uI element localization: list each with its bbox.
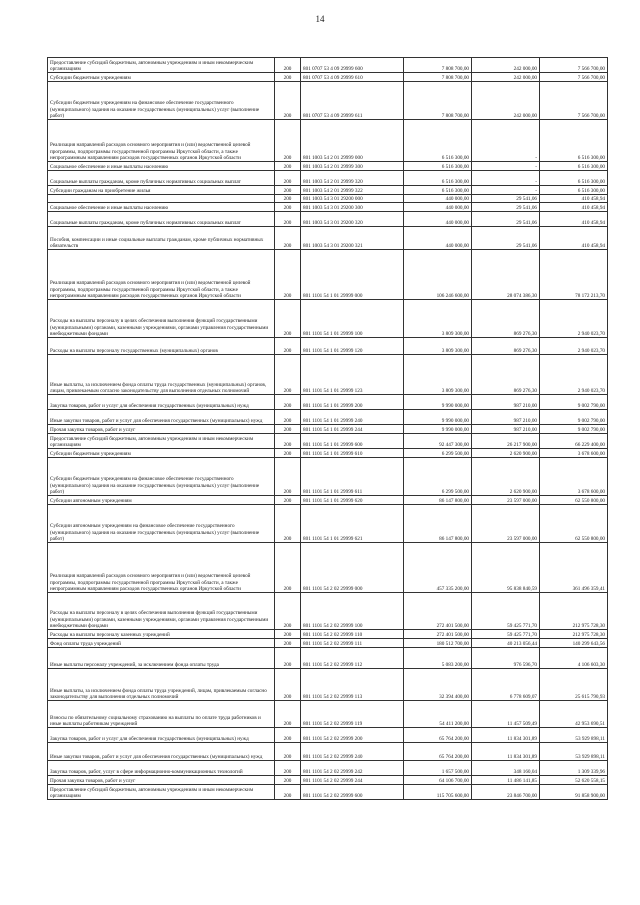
row-group-cell: 200 <box>275 701 301 728</box>
row-remainder-cell: 6 516 300,00 <box>540 171 608 186</box>
row-approved-cell: 9 990 000,00 <box>404 425 472 434</box>
row-remainder-cell: 361 496 359,41 <box>540 543 608 593</box>
row-executed-cell: 23 846 700,00 <box>472 785 540 800</box>
row-remainder-cell: 3 678 600,00 <box>540 449 608 458</box>
row-name-cell: Субсидии автономным учреждениям на финансовое обеспечение государственного (муниципального) задания на оказание государственных (муниципальных) услуг (выполнение работ) <box>48 505 275 543</box>
row-approved-cell: 106 246 600,00 <box>404 250 472 300</box>
row-code-cell: 801 1003 54 2 01 29999 322 <box>301 186 404 195</box>
row-name-cell: Субсидии гражданам на приобретение жилья <box>48 186 275 195</box>
table-row <box>48 410 608 425</box>
row-executed-cell: 11 457 509,49 <box>472 701 540 728</box>
row-approved-cell: 9 990 000,00 <box>404 395 472 410</box>
row-executed-cell: - <box>472 171 540 186</box>
row-executed-cell: 40 213 056,44 <box>472 639 540 648</box>
table-row <box>48 761 608 776</box>
row-group-cell: 200 <box>275 73 301 82</box>
table-row <box>48 82 608 120</box>
row-name-cell: Расходы на выплаты персоналу в целях обеспечения выполнения функций государственными (муниципальными) органами, казенными учреждениями, органами управления государственными внебюджетными фондами <box>48 593 275 630</box>
row-group-cell: 200 <box>275 449 301 458</box>
row-name-cell: Расходы на выплаты персоналу государственных (муниципальных) органов <box>48 338 275 355</box>
row-approved-cell: 7 808 700,00 <box>404 73 472 82</box>
row-remainder-cell: 53 929 898,11 <box>540 728 608 743</box>
table-row <box>48 449 608 458</box>
table-row <box>48 58 608 73</box>
table-row <box>48 425 608 434</box>
row-name-cell: Реализация направлений расходов основного мероприятия и (или) ведомственной целевой программы, подпрограммы государственной программы Иркутской области, а также непрограммным направлениям расходов государственных органов Иркутской области <box>48 543 275 593</box>
row-name-cell: Закупка товаров, работ, услуг в сфере информационно-коммуникационных технологий <box>48 761 275 776</box>
row-remainder-cell: 62 550 800,00 <box>540 505 608 543</box>
row-name-cell: Предоставление субсидий бюджетным, автономным учреждениям и иным некоммерческим организациям <box>48 58 275 73</box>
row-approved-cell: 9 990 000,00 <box>404 410 472 425</box>
row-remainder-cell: 1 309 339,96 <box>540 761 608 776</box>
table-row <box>48 203 608 212</box>
table-row <box>48 593 608 630</box>
row-remainder-cell: 7 566 700,00 <box>540 58 608 73</box>
row-code-cell: 801 1101 54 2 02 29999 100 <box>301 593 404 630</box>
row-executed-cell: 29 541,06 <box>472 203 540 212</box>
row-approved-cell: 64 106 700,00 <box>404 776 472 785</box>
row-code-cell: 801 1003 54 2 01 29999 300 <box>301 162 404 171</box>
table-row <box>48 648 608 669</box>
row-code-cell: 801 1003 54 3 01 29200 300 <box>301 203 404 212</box>
table-row <box>48 171 608 186</box>
row-executed-cell: 28 074 386,30 <box>472 250 540 300</box>
row-group-cell: 200 <box>275 630 301 639</box>
row-code-cell: 801 1101 54 2 02 29999 200 <box>301 728 404 743</box>
row-executed-cell: 242 000,00 <box>472 58 540 73</box>
row-executed-cell: 2 620 900,00 <box>472 449 540 458</box>
row-code-cell: 801 1101 54 2 02 29999 000 <box>301 543 404 593</box>
row-name-cell: Закупка товаров, работ и услуг для обеспечения государственных (муниципальных) нужд <box>48 728 275 743</box>
row-group-cell: 200 <box>275 639 301 648</box>
row-executed-cell: 29 541,06 <box>472 227 540 250</box>
table-row <box>48 250 608 300</box>
row-group-cell: 200 <box>275 212 301 227</box>
table-row <box>48 300 608 338</box>
table-row <box>48 195 608 203</box>
row-remainder-cell: 410 458,94 <box>540 227 608 250</box>
row-code-cell: 801 1101 54 1 01 29999 621 <box>301 505 404 543</box>
row-group-cell: 200 <box>275 82 301 120</box>
table-row <box>48 212 608 227</box>
row-code-cell: 801 1101 54 2 02 29999 242 <box>301 761 404 776</box>
row-remainder-cell: 6 516 300,00 <box>540 162 608 171</box>
row-group-cell: 200 <box>275 648 301 669</box>
row-group-cell: 200 <box>275 728 301 743</box>
row-executed-cell: 6 778 609,07 <box>472 669 540 701</box>
row-approved-cell: 180 512 700,00 <box>404 639 472 648</box>
row-code-cell: 801 1101 54 1 01 29999 244 <box>301 425 404 434</box>
row-name-cell: Закупка товаров, работ и услуг для обеспечения государственных (муниципальных) нужд <box>48 395 275 410</box>
table-row <box>48 355 608 395</box>
table-row <box>48 186 608 195</box>
row-remainder-cell: 7 566 700,00 <box>540 82 608 120</box>
row-executed-cell: 29 541,06 <box>472 212 540 227</box>
row-group-cell: 200 <box>275 496 301 505</box>
row-executed-cell: 11 486 141,85 <box>472 776 540 785</box>
row-executed-cell: 348 160,04 <box>472 761 540 776</box>
row-code-cell: 801 1003 54 3 01 29200 321 <box>301 227 404 250</box>
row-group-cell: 200 <box>275 162 301 171</box>
row-executed-cell: 987 210,00 <box>472 425 540 434</box>
row-group-cell: 200 <box>275 300 301 338</box>
row-approved-cell: 457 335 200,00 <box>404 543 472 593</box>
row-group-cell: 200 <box>275 250 301 300</box>
row-remainder-cell: 6 516 300,00 <box>540 120 608 162</box>
row-executed-cell: 59 425 771,70 <box>472 593 540 630</box>
row-executed-cell: 11 834 301,89 <box>472 743 540 761</box>
row-name-cell: Социальное обеспечение и иные выплаты населению <box>48 203 275 212</box>
row-remainder-cell: 9 002 790,00 <box>540 410 608 425</box>
table-row <box>48 639 608 648</box>
row-group-cell: 200 <box>275 58 301 73</box>
row-group-cell: 200 <box>275 195 301 203</box>
row-name-cell: Субсидии бюджетным учреждениям на финансовое обеспечение государственного (муниципального) задания на оказание государственных (муниципальных) услуг (выполнение работ) <box>48 458 275 496</box>
row-code-cell: 801 1003 54 3 01 29200 320 <box>301 212 404 227</box>
row-name-cell: Иные закупки товаров, работ и услуг для обеспечения государственных (муниципальных) нужд <box>48 410 275 425</box>
page-number: 14 <box>315 14 325 24</box>
row-code-cell: 801 1101 54 2 02 29999 240 <box>301 743 404 761</box>
row-group-cell: 200 <box>275 410 301 425</box>
row-executed-cell: 23 597 000,00 <box>472 505 540 543</box>
table-row <box>48 505 608 543</box>
row-group-cell: 200 <box>275 171 301 186</box>
table-row <box>48 669 608 701</box>
row-code-cell: 801 1101 54 1 01 29999 600 <box>301 434 404 449</box>
row-name-cell: Прочая закупка товаров, работ и услуг <box>48 776 275 785</box>
row-approved-cell: 272 401 500,00 <box>404 630 472 639</box>
row-remainder-cell: 3 678 600,00 <box>540 458 608 496</box>
row-approved-cell: 6 299 500,00 <box>404 449 472 458</box>
row-executed-cell: 23 597 000,00 <box>472 496 540 505</box>
row-approved-cell: 65 764 200,00 <box>404 743 472 761</box>
row-approved-cell: 6 299 500,00 <box>404 458 472 496</box>
row-group-cell: 200 <box>275 505 301 543</box>
budget-execution-table <box>47 57 608 800</box>
row-remainder-cell: 212 975 728,30 <box>540 630 608 639</box>
row-approved-cell: 272 401 500,00 <box>404 593 472 630</box>
row-executed-cell: 59 425 771,70 <box>472 630 540 639</box>
table-row <box>48 496 608 505</box>
row-group-cell: 200 <box>275 785 301 800</box>
table-row <box>48 120 608 162</box>
row-executed-cell: 242 000,00 <box>472 82 540 120</box>
row-name-cell: Субсидии бюджетным учреждениям на финансовое обеспечение государственного (муниципального) задания на оказание государственных (муниципальных) услуг (выполнение работ) <box>48 82 275 120</box>
row-executed-cell: 976 596,70 <box>472 648 540 669</box>
row-code-cell: 801 1101 54 1 01 29999 000 <box>301 250 404 300</box>
row-remainder-cell: 42 953 690,51 <box>540 701 608 728</box>
row-approved-cell: 5 083 200,00 <box>404 648 472 669</box>
row-code-cell: 801 1101 54 1 01 29999 620 <box>301 496 404 505</box>
row-code-cell: 801 1101 54 1 01 29999 240 <box>301 410 404 425</box>
row-remainder-cell: 52 620 558,15 <box>540 776 608 785</box>
row-approved-cell: 1 657 500,00 <box>404 761 472 776</box>
row-code-cell: 801 1101 54 1 01 29999 120 <box>301 338 404 355</box>
row-remainder-cell: 25 615 790,93 <box>540 669 608 701</box>
row-approved-cell: 440 000,00 <box>404 212 472 227</box>
row-group-cell: 200 <box>275 669 301 701</box>
row-name-cell: Субсидии бюджетным учреждениям <box>48 449 275 458</box>
row-approved-cell: 3 809 300,00 <box>404 300 472 338</box>
row-code-cell: 801 1101 54 2 02 29999 600 <box>301 785 404 800</box>
row-name-cell: Иные выплаты персоналу учреждений, за исключением фонда оплаты труда <box>48 648 275 669</box>
row-executed-cell: 26 217 900,00 <box>472 434 540 449</box>
row-code-cell: 801 1003 54 3 01 29200 000 <box>301 195 404 203</box>
row-approved-cell: 54 411 200,00 <box>404 701 472 728</box>
row-group-cell: 200 <box>275 543 301 593</box>
row-executed-cell: 95 838 840,59 <box>472 543 540 593</box>
row-executed-cell: 11 834 301,89 <box>472 728 540 743</box>
row-remainder-cell: 9 002 790,00 <box>540 395 608 410</box>
row-name-cell: Иные выплаты, за исключением фонда оплаты труда государственных (муниципальных) органов, лицам, привлекаемым согласно законодательству для выполнения отдельных полномочий <box>48 355 275 395</box>
row-code-cell: 801 1101 54 1 01 29999 123 <box>301 355 404 395</box>
row-approved-cell: 86 147 800,00 <box>404 496 472 505</box>
row-group-cell: 200 <box>275 434 301 449</box>
row-code-cell: 801 1101 54 1 01 29999 100 <box>301 300 404 338</box>
table-row <box>48 434 608 449</box>
row-executed-cell: - <box>472 162 540 171</box>
row-executed-cell: 29 541,06 <box>472 195 540 203</box>
table-row <box>48 162 608 171</box>
row-executed-cell: 2 620 900,00 <box>472 458 540 496</box>
row-group-cell: 200 <box>275 203 301 212</box>
row-name-cell: Расходы на выплаты персоналу казенных учреждений <box>48 630 275 639</box>
row-remainder-cell: 6 516 300,00 <box>540 186 608 195</box>
row-group-cell: 200 <box>275 186 301 195</box>
row-remainder-cell: 53 929 898,11 <box>540 743 608 761</box>
table-row <box>48 776 608 785</box>
row-executed-cell: - <box>472 186 540 195</box>
row-name-cell: Реализация направлений расходов основного мероприятия и (или) ведомственной целевой программы, подпрограммы государственной программы Иркутской области, а также непрограммным направлениям расходов государственных органов Иркутской области <box>48 120 275 162</box>
row-code-cell: 801 1101 54 2 02 29999 111 <box>301 639 404 648</box>
row-group-cell: 200 <box>275 743 301 761</box>
row-name-cell: Социальные выплаты гражданам, кроме публичных нормативных социальных выплат <box>48 212 275 227</box>
row-group-cell: 200 <box>275 761 301 776</box>
row-name-cell: Социальное обеспечение и иные выплаты населению <box>48 162 275 171</box>
row-name-cell: Иные выплаты, за исключением фонда оплаты труда учреждений, лицам, привлекаемым согласно законодательству для выполнения отдельных полномочий <box>48 669 275 701</box>
row-remainder-cell: 410 458,94 <box>540 203 608 212</box>
row-approved-cell: 7 808 700,00 <box>404 82 472 120</box>
row-name-cell: Предоставление субсидий бюджетным, автономным учреждениям и иным некоммерческим организациям <box>48 434 275 449</box>
row-remainder-cell: 62 550 800,00 <box>540 496 608 505</box>
row-remainder-cell: 4 106 603,30 <box>540 648 608 669</box>
row-executed-cell: - <box>472 120 540 162</box>
row-code-cell: 801 1003 54 2 01 29999 000 <box>301 120 404 162</box>
row-remainder-cell: 9 002 790,00 <box>540 425 608 434</box>
row-remainder-cell: 2 940 023,70 <box>540 355 608 395</box>
row-approved-cell: 440 000,00 <box>404 203 472 212</box>
row-code-cell: 801 0707 53 4 09 29999 600 <box>301 58 404 73</box>
row-approved-cell: 115 705 600,00 <box>404 785 472 800</box>
row-remainder-cell: 2 940 023,70 <box>540 300 608 338</box>
row-approved-cell: 92 447 300,00 <box>404 434 472 449</box>
row-code-cell: 801 1101 54 2 02 29999 119 <box>301 701 404 728</box>
row-code-cell: 801 1101 54 1 01 29999 610 <box>301 449 404 458</box>
row-name-cell: Реализация направлений расходов основного мероприятия и (или) ведомственной целевой программы, подпрограммы государственной программы Иркутской области, а также непрограммным направлениям расходов государственных органов Иркутской области <box>48 250 275 300</box>
row-group-cell: 200 <box>275 776 301 785</box>
row-name-cell: Прочая закупка товаров, работ и услуг <box>48 425 275 434</box>
row-group-cell: 200 <box>275 593 301 630</box>
row-executed-cell: 869 276,30 <box>472 355 540 395</box>
row-code-cell: 801 1101 54 1 01 29999 611 <box>301 458 404 496</box>
row-executed-cell: 987 210,00 <box>472 410 540 425</box>
row-remainder-cell: 78 172 213,70 <box>540 250 608 300</box>
row-remainder-cell: 212 975 728,30 <box>540 593 608 630</box>
row-code-cell: 801 0707 53 4 09 29999 610 <box>301 73 404 82</box>
table-row <box>48 728 608 743</box>
row-code-cell: 801 0707 53 4 09 29999 611 <box>301 82 404 120</box>
row-code-cell: 801 1101 54 2 02 29999 244 <box>301 776 404 785</box>
table-row <box>48 395 608 410</box>
row-group-cell: 200 <box>275 120 301 162</box>
table-row <box>48 458 608 496</box>
table-row <box>48 338 608 355</box>
row-approved-cell: 32 394 400,00 <box>404 669 472 701</box>
row-name-cell: Социальные выплаты гражданам, кроме публичных нормативных социальных выплат <box>48 171 275 186</box>
table-row <box>48 630 608 639</box>
table-row <box>48 743 608 761</box>
row-code-cell: 801 1101 54 2 02 29999 112 <box>301 648 404 669</box>
row-code-cell: 801 1101 54 2 02 29999 110 <box>301 630 404 639</box>
row-group-cell: 200 <box>275 355 301 395</box>
row-group-cell: 200 <box>275 395 301 410</box>
row-remainder-cell: 410 458,94 <box>540 195 608 203</box>
row-name-cell: Взносы по обязательному социальному страхованию на выплаты по оплате труда работников и иные выплаты работникам учреждений <box>48 701 275 728</box>
row-remainder-cell: 91 858 900,00 <box>540 785 608 800</box>
row-executed-cell: 987 210,00 <box>472 395 540 410</box>
table-row <box>48 785 608 800</box>
row-name-cell: Фонд оплаты труда учреждений <box>48 639 275 648</box>
row-approved-cell: 6 516 300,00 <box>404 120 472 162</box>
table-row <box>48 73 608 82</box>
row-code-cell: 801 1003 54 2 01 29999 320 <box>301 171 404 186</box>
row-name-cell: Пособия, компенсации и иные социальные выплаты гражданам, кроме публичных нормативных обязательств <box>48 227 275 250</box>
row-group-cell: 200 <box>275 458 301 496</box>
row-approved-cell: 440 000,00 <box>404 227 472 250</box>
row-remainder-cell: 140 299 643,56 <box>540 639 608 648</box>
row-approved-cell: 440 000,00 <box>404 195 472 203</box>
row-name-cell: Предоставление субсидий бюджетным, автономным учреждениям и иным некоммерческим организациям <box>48 785 275 800</box>
row-approved-cell: 6 516 300,00 <box>404 171 472 186</box>
row-group-cell: 200 <box>275 227 301 250</box>
row-approved-cell: 6 516 300,00 <box>404 162 472 171</box>
row-remainder-cell: 410 458,94 <box>540 212 608 227</box>
row-approved-cell: 65 764 200,00 <box>404 728 472 743</box>
row-remainder-cell: 7 566 700,00 <box>540 73 608 82</box>
row-name-cell <box>48 195 275 203</box>
table-row <box>48 701 608 728</box>
row-remainder-cell: 66 229 400,00 <box>540 434 608 449</box>
row-approved-cell: 6 516 300,00 <box>404 186 472 195</box>
row-name-cell: Субсидии бюджетным учреждениям <box>48 73 275 82</box>
row-group-cell: 200 <box>275 338 301 355</box>
row-remainder-cell: 2 940 023,70 <box>540 338 608 355</box>
row-approved-cell: 7 808 700,00 <box>404 58 472 73</box>
row-approved-cell: 3 809 300,00 <box>404 338 472 355</box>
row-executed-cell: 869 276,30 <box>472 300 540 338</box>
row-name-cell: Иные закупки товаров, работ и услуг для обеспечения государственных (муниципальных) нужд <box>48 743 275 761</box>
row-group-cell: 200 <box>275 425 301 434</box>
table-row <box>48 543 608 593</box>
row-approved-cell: 3 809 300,00 <box>404 355 472 395</box>
row-approved-cell: 86 147 800,00 <box>404 505 472 543</box>
row-executed-cell: 869 276,30 <box>472 338 540 355</box>
table-row <box>48 227 608 250</box>
row-code-cell: 801 1101 54 2 02 29999 113 <box>301 669 404 701</box>
row-name-cell: Субсидии автономным учреждениям <box>48 496 275 505</box>
row-name-cell: Расходы на выплаты персоналу в целях обеспечения выполнения функций государственными (муниципальными) органами, казенными учреждениями, органами управления государственными внебюджетными фондами <box>48 300 275 338</box>
row-code-cell: 801 1101 54 1 01 29999 200 <box>301 395 404 410</box>
row-executed-cell: 242 000,00 <box>472 73 540 82</box>
